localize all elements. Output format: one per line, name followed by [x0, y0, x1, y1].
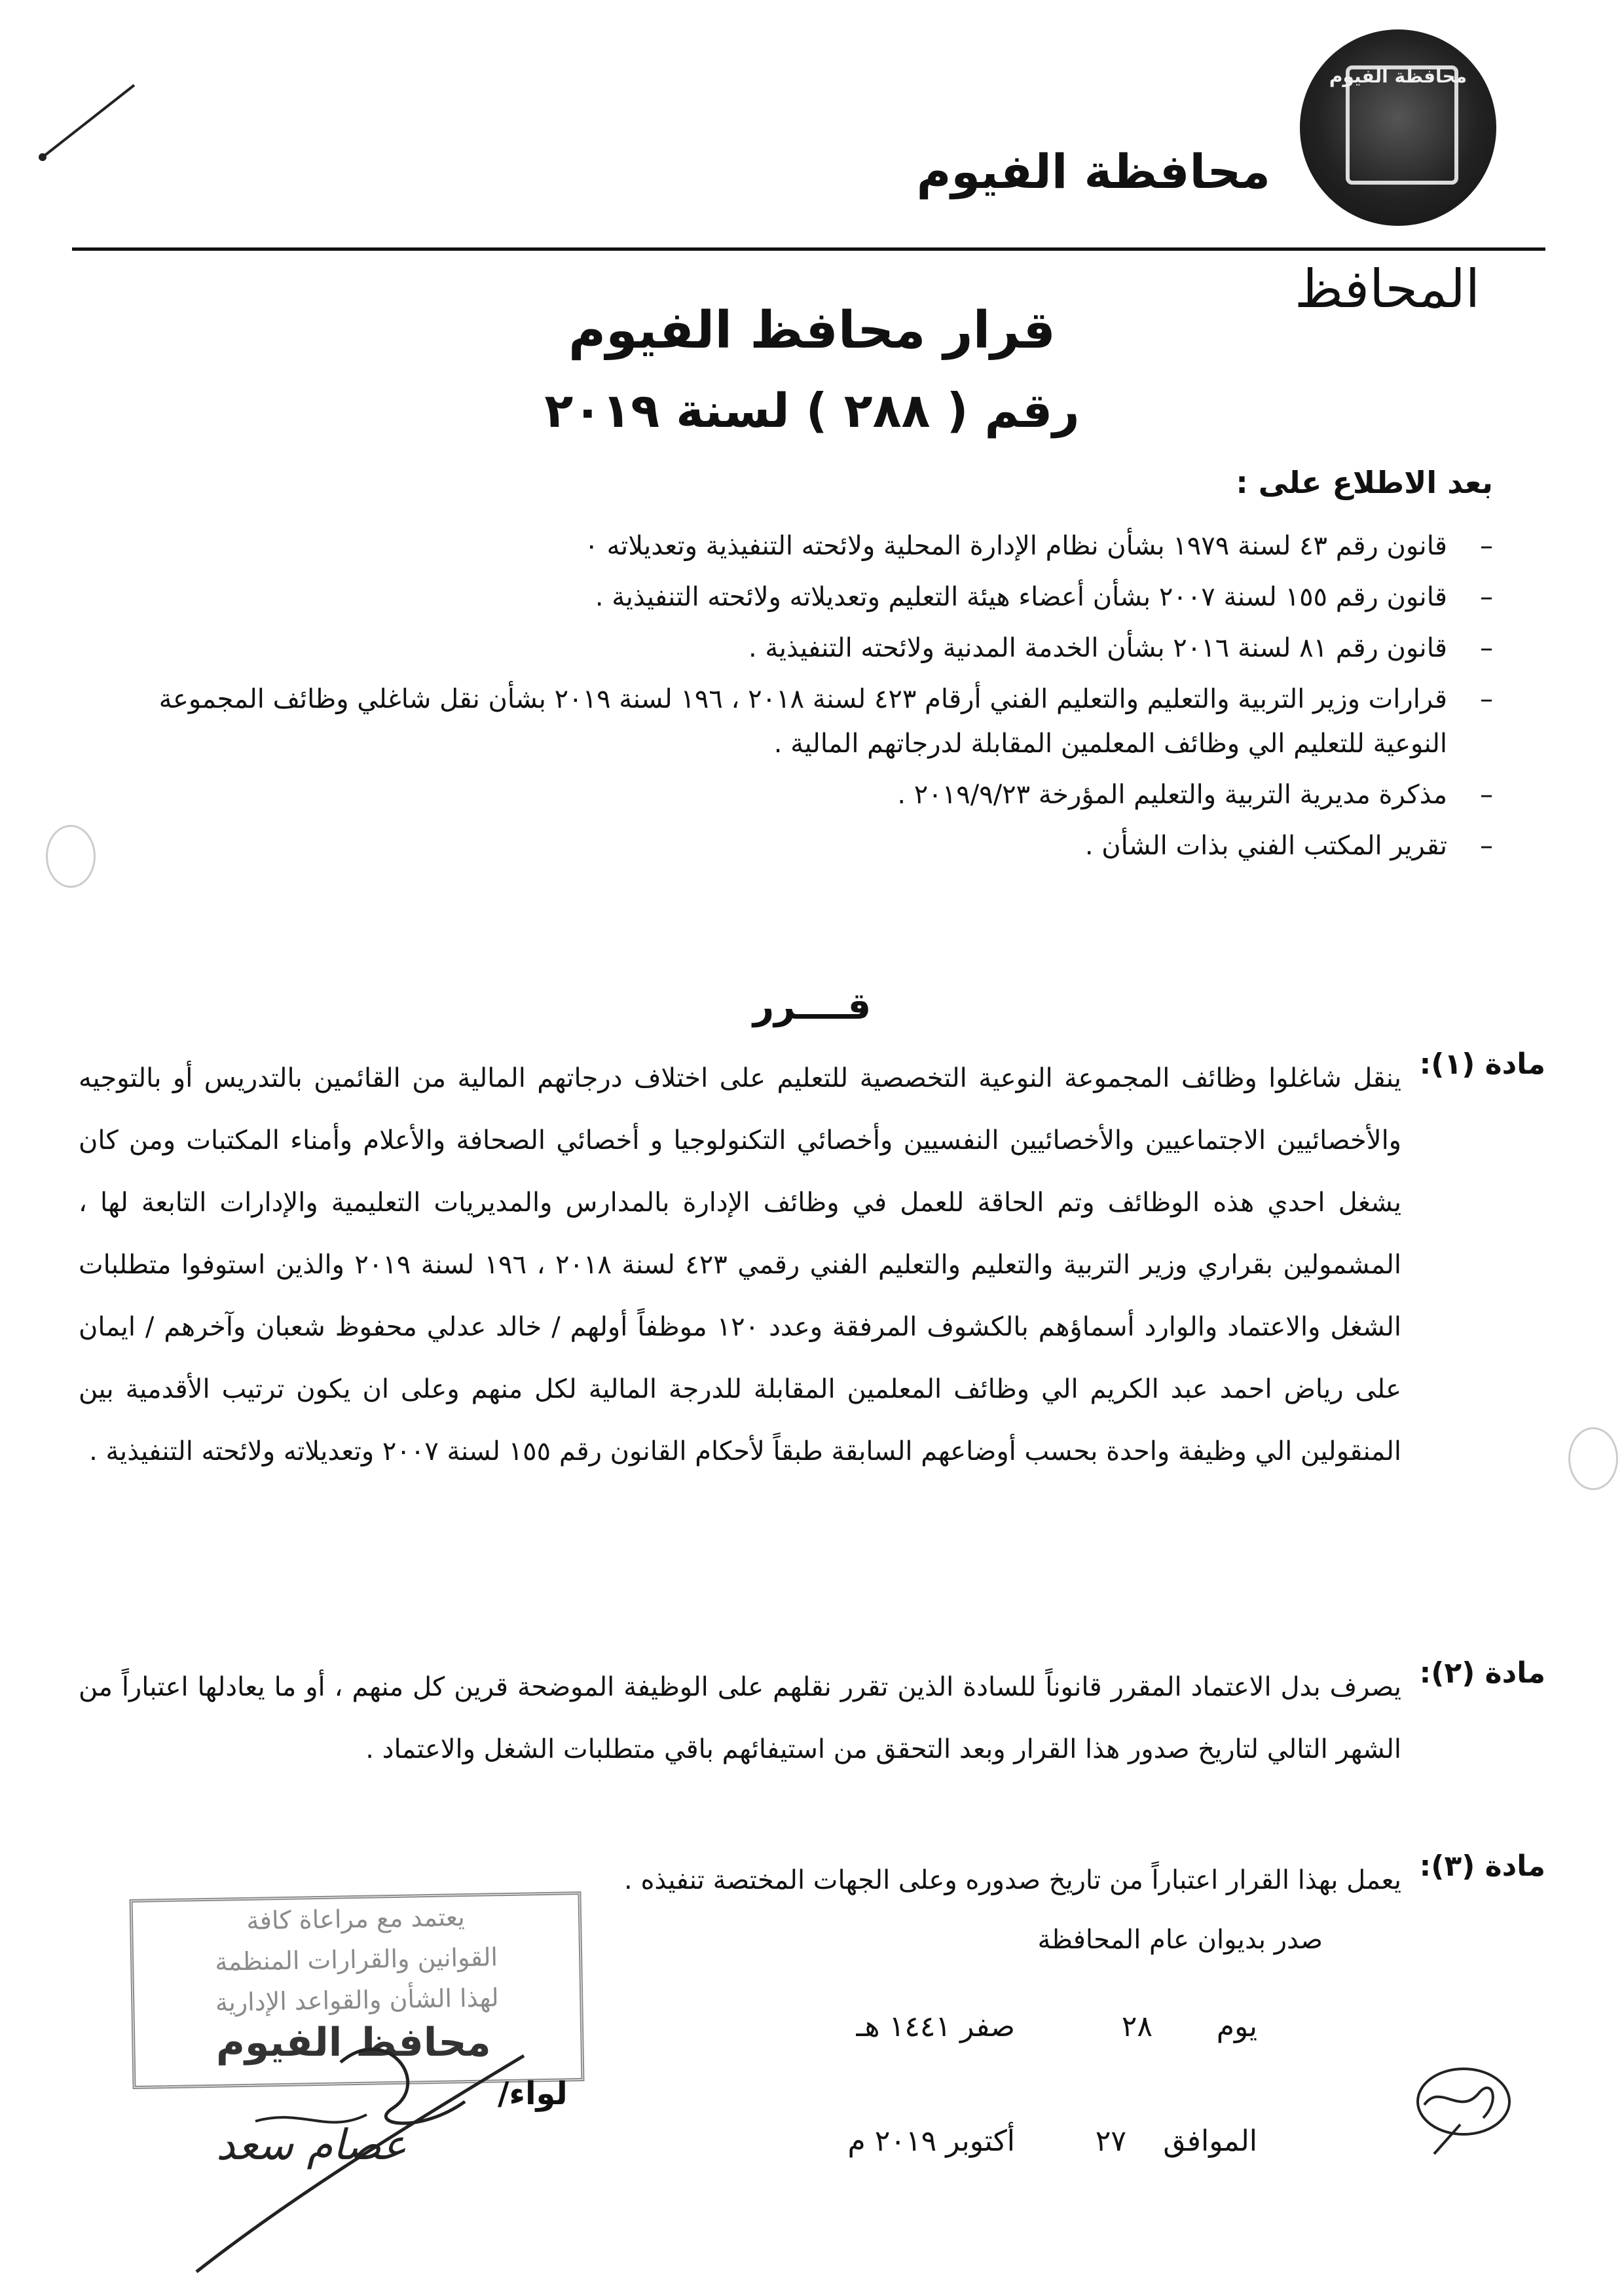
- preamble-item-text: قانون رقم ٨١ لسنة ٢٠١٦ بشأن الخدمة المدنية ولائحته التنفيذية .: [748, 633, 1447, 663]
- article-2: [79, 1656, 1545, 1781]
- signer-name: عصام سعد: [216, 2121, 407, 2170]
- gregorian-date: أكتوبر ٢٠١٩ م: [847, 2124, 1015, 2158]
- stamp-line: لهذا الشأن والقواعد الإدارية: [215, 1983, 500, 2017]
- preamble-list: [144, 524, 1493, 875]
- dash-bullet: –: [1480, 633, 1493, 663]
- dash-bullet: –: [1480, 582, 1493, 612]
- preamble-item-text: قانون رقم ١٥٥ لسنة ٢٠٠٧ بشأن أعضاء هيئة التعليم وتعديلاته ولائحته التنفيذية .: [595, 582, 1447, 612]
- dash-bullet: –: [1480, 531, 1493, 561]
- day-label: يوم: [1216, 2010, 1257, 2043]
- stamp-line: القوانين والقرارات المنظمة: [214, 1942, 498, 1977]
- day-value: ٢٨: [1121, 2010, 1153, 2043]
- governorate-name: محافظة الفيوم: [916, 144, 1270, 199]
- corresponding-label: الموافق: [1163, 2124, 1257, 2158]
- preamble-item-text: قرارات وزير التربية والتعليم والتعليم الفني أرقام ٤٢٣ لسنة ٢٠١٨ ، ١٩٦ لسنة ٢٠١٩ بشأن نقل شاغلي وظائف المجموعة النوعية للتعليم الي وظائف المعلمين المقابلة لدرجاتهم المالية .: [158, 684, 1447, 759]
- dash-bullet: –: [1480, 780, 1493, 810]
- article-label: مادة (٢):: [1419, 1656, 1545, 1690]
- article-text: يصرف بدل الاعتماد المقرر قانوناً للسادة الذين تقرر نقلهم على الوظيفة الموضحة قرين كل منهم ، أو ما يعادلها اعتباراً من الشهر التالي لتاريخ صدور هذا القرار وبعد التحقق من استيفائهم باقي متطلبات الشغل والاعتماد .: [79, 1672, 1401, 1764]
- article-text: يعمل بهذا القرار اعتباراً من تاريخ صدوره وعلى الجهات المختصة تنفيذه .: [624, 1865, 1401, 1895]
- governorate-emblem: [1300, 29, 1496, 226]
- signer-rank: لواء/: [498, 2075, 568, 2112]
- header-divider: [72, 247, 1545, 251]
- article-label: مادة (٣):: [1419, 1850, 1545, 1883]
- dash-bullet: –: [1480, 831, 1493, 861]
- preamble-item: [144, 626, 1493, 670]
- preamble-intro: بعد الاطلاع على :: [1236, 465, 1493, 500]
- office-title: المحافظ: [1294, 259, 1480, 319]
- issued-at: صدر بديوان عام المحافظة: [1037, 1925, 1323, 1955]
- handwritten-signature: [157, 1984, 629, 2278]
- article-label: مادة (١):: [1419, 1048, 1545, 1081]
- preamble-item: [144, 773, 1493, 817]
- decision-heading: قــــرر: [752, 985, 872, 1028]
- decree-title: قرار محافظ الفيوم: [568, 301, 1056, 360]
- preamble-item-text: تقرير المكتب الفني بذات الشأن .: [1084, 831, 1447, 861]
- preamble-item: [144, 575, 1493, 619]
- preamble-item-text: قانون رقم ٤٣ لسنة ١٩٧٩ بشأن نظام الإدارة المحلية ولائحته التنفيذية وتعديلاته ٠: [584, 531, 1447, 561]
- article-text: ينقل شاغلوا وظائف المجموعة النوعية التخصصية للتعليم على اختلاف درجاتهم المالية من القائمين بالتدريس أو بالتوجيه والأخصائيين الاجتماعيين والأخصائيين النفسيين وأخصائي التكنولوجيا و أخصائي الصحافة والأعلام وأمناء المكتبات ومن كان يشغل احدي هذه الوظائف وتم الحاقة للعمل في وظائف الإدارة بالمدارس والمديريات التعليمية والإدارات التابعة لها ، المشمولين بقراري وزير التربية والتعليم والتعليم الفني رقمي ٤٢٣ لسنة ٢٠١٨ ، ١٩٦ لسنة ٢٠١٩ والذين استوفوا متطلبات الشغل والاعتماد والوارد أسماؤهم بالكشوف المرفقة وعدد ١٢٠ موظفاً أولهم / خالد عدلي محفوظ شعبان وآخرهم / ايمان على رياض احمد عبد الكريم الي وظائف المعلمين المقابلة للدرجة المالية لكل منهم وعلى ان يكون ترتيب الأقدمية بين المنقولين الي وظيفة واحدة بحسب أوضاعهم السابقة طبقاً لأحكام القانون رقم ١٥٥ لسنة ٢٠٠٧ وتعديلاته ولائحته التنفيذية .: [79, 1063, 1401, 1467]
- pen-mark: [36, 79, 141, 164]
- preamble-item: [144, 824, 1493, 868]
- governor-seal: محافظ الفيوم: [216, 2020, 491, 2066]
- emblem-text: محافظة الفيوم: [1329, 65, 1467, 87]
- punch-hole: [46, 825, 96, 888]
- preamble-item: [144, 677, 1493, 766]
- greg-day-value: ٢٧: [1095, 2124, 1126, 2158]
- decree-number: رقم ( ٢٨٨ ) لسنة ٢٠١٩: [544, 383, 1080, 438]
- preamble-item-text: مذكرة مديرية التربية والتعليم المؤرخة ٢٠١٩/٩/٢٣ .: [897, 780, 1447, 810]
- punch-hole: [1568, 1427, 1618, 1490]
- dash-bullet: –: [1480, 684, 1493, 714]
- preamble-item: [144, 524, 1493, 568]
- article-1: [79, 1048, 1545, 1483]
- initials-mark: [1401, 2056, 1519, 2160]
- stamp-line: يعتمد مع مراعاة كافة: [246, 1903, 466, 1935]
- hijri-date: صفر ١٤٤١ هـ: [856, 2010, 1015, 2043]
